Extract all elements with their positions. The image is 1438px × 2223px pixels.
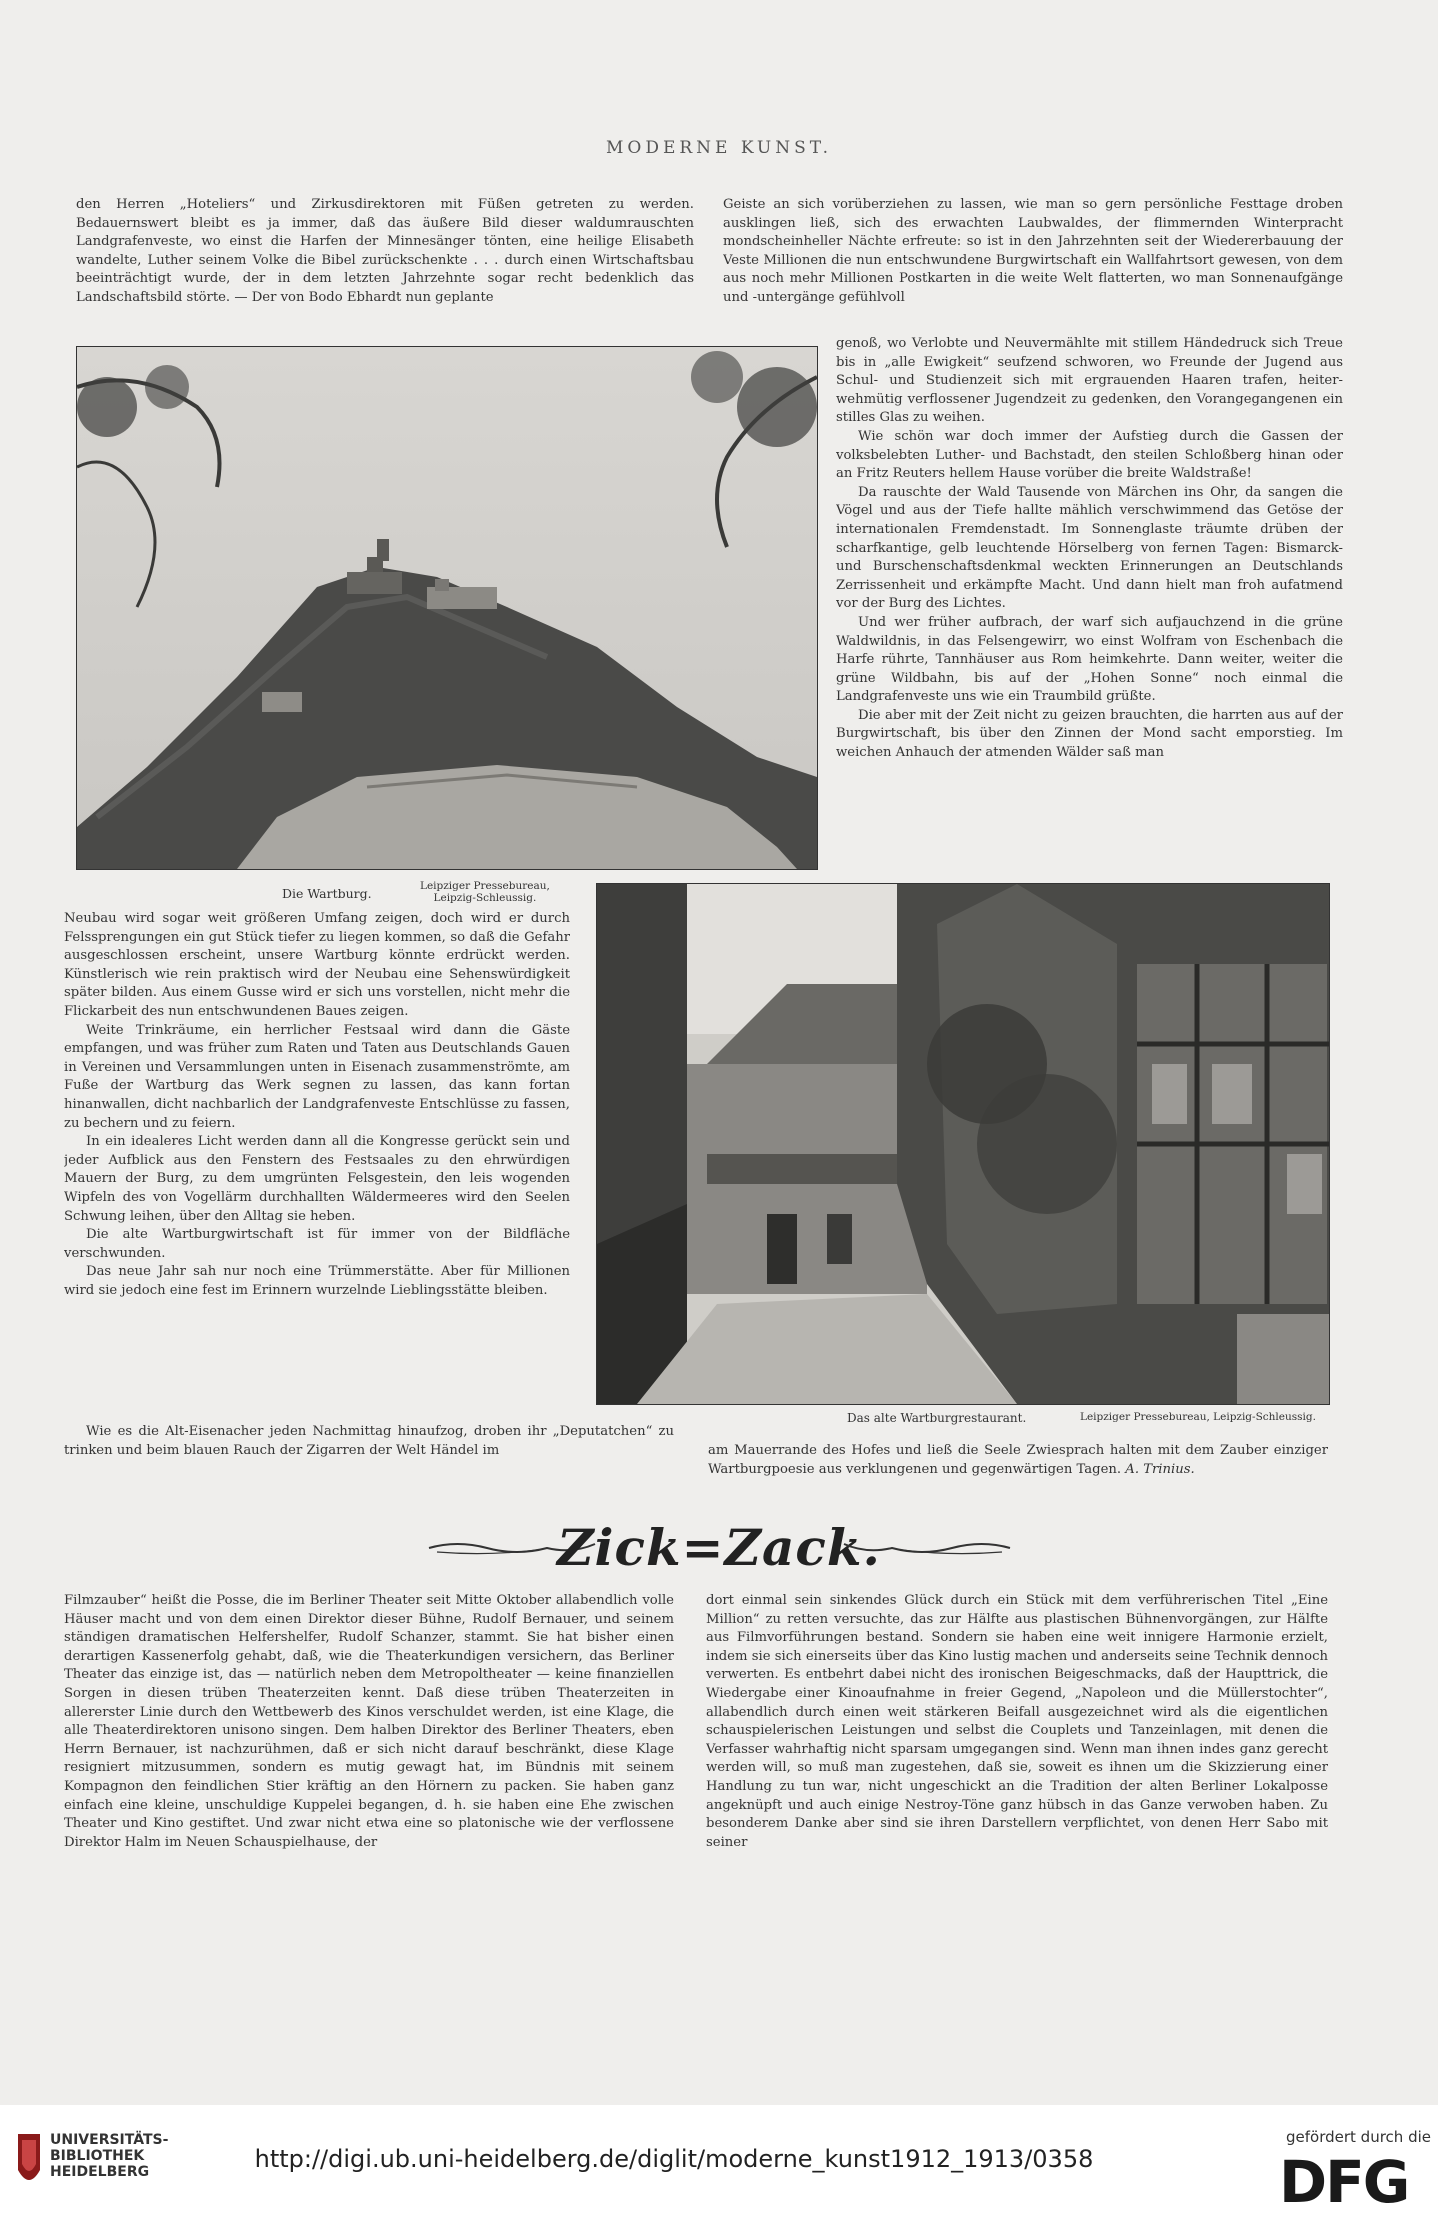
paragraph: Das neue Jahr sah nur noch eine Trümmerstätte. Aber für Millionen wird sie jedoch eine fest im Erinnern wurzelnde Lieblingsstätte bleiben. (64, 1264, 570, 1298)
permalink-text[interactable]: http://digi.ub.uni-heidelberg.de/diglit/moderne_kunst1912_1913/0358 (254, 2145, 1094, 2173)
right-column-continued (836, 335, 1343, 855)
paragraph: Wie schön war doch immer der Aufstieg durch die Gassen der volksbelebten Luther- und Bachstadt, den steilen Schloßberg hinan oder an Fritz Reuters hellem Hause vorüber die breite Waldstraße! (836, 428, 1343, 482)
paragraph: Geiste an sich vorüberziehen zu lassen, wie man so gern persönliche Festtage droben ausklingen ließ, sich des erwachten Laubwaldes, der flimmernden Winterpracht mondscheinheller Nächte erfreute: so ist in den Jahrzehnten seit der Wiedererbauung der Veste Millionen die nun entschwundene Burgwirtschaft ein Wallfahrtsort gewesen, von dem aus noch mehr Millionen Postkarten in die weite Welt flatterten, wo man Sonnenaufgänge und -untergänge gefühlvoll (723, 197, 1343, 305)
bottom-left-column (64, 1592, 674, 1922)
photo2-credit: Leipziger Pressebureau, Leipzig-Schleussig. (1080, 1411, 1316, 1423)
wide-left-paragraph (64, 1423, 674, 1463)
library-line: HEIDELBERG (50, 2164, 150, 2180)
section-title: Zick=Zack. (557, 1518, 881, 1577)
permalink-url[interactable] (0, 2145, 1438, 2173)
restaurant-illustration (597, 884, 1329, 1404)
paragraph: Wie es die Alt-Eisenacher jeden Nachmittag hinaufzog, droben ihr „Deputatchen“ zu trinken und beim blauen Rauch der Zigarren der Welt Händel im (64, 1424, 674, 1458)
wartburg-illustration (77, 347, 817, 869)
credit-line: Leipziger Pressebureau, (420, 880, 550, 892)
paragraph: Die alte Wartburgwirtschaft ist für immer von der Bildfläche verschwunden. (64, 1227, 570, 1261)
paragraph: Neubau wird sogar weit größeren Umfang zeigen, doch wird er durch Felssprengungen ein gut Stück tiefer zu liegen kommen, so daß die Gefahr ausgeschlossen erscheint, unsere Wartburg könnte erdrückt werden. Künstlerisch wie rein praktisch wird der Neubau eine Sehenswürdigkeit später bilden. Aus einem Gusse wird er sich uns vorstellen, nicht mehr die Flickarbeit des nun entschwundenen Baues zeigen. (64, 911, 570, 1019)
credit-line: Leipzig-Schleussig. (433, 892, 537, 904)
paragraph: dort einmal sein sinkendes Glück durch ein Stück mit dem verführerischen Titel „Eine Million“ zu retten versuchte, das zur Hälfte aus plastischen Bühnenvorgängen, zur Hälfte aus Filmvorführungen bestand. Sondern sie haben eine weit innigere Harmonie erzielt, indem sie sich einerseits über das Kino lustig machen und anderseits seine Technik dennoch verwerten. Es entbehrt dabei nicht des ironischen Beigeschmacks, daß der Haupttrick, die Wiedergabe einer Kinoaufnahme in freier Gegend, „Napoleon und die Müllerstochter“, allabendlich durch einen weit stärkeren Beifall ausgezeichnet wird als die eigentlichen schauspielerischen Leistungen und selbst die Couplets und Tanzeinlagen, mit denen die Verfasser wahrhaftig nicht sparsam umgegangen sind. Wenn man ihnen indes ganz gerecht werden will, so muß man zugestehen, daß sie, soweit es ihnen um die Skizzierung einer Handlung zu tun war, nicht ungeschickt an die Tradition der alten Berliner Lokalposse angeknüpft und auch einige Nestroy-Töne ganz hübsch in das Ganze verwoben haben. Zu besonderem Danke aber sind sie ihren Darstellern verpflichtet, von denen Herr Sabo mit seiner (706, 1593, 1328, 1850)
paragraph: Da rauschte der Wald Tausende von Märchen ins Ohr, da sangen die Vögel und aus der Tiefe hallte mählich verschwimmend das Getöse der internationalen Fremdenstadt. Im Sonnenglaste träumte drüben der scharfkantige, gelb leuchtende Hörselberg von fernen Tagen: Bismarck- und Burschenschaftsdenkmal weckten Erinnerungen an Deutschlands Zerrissenheit und erkämpfte Macht. Und dann hielt man froh aufatmend vor der Burg des Lichtes. (836, 484, 1343, 612)
paragraph: Weite Trinkräume, ein herrlicher Festsaal wird dann die Gäste empfangen, und was früher zum Raten und Taten aus Deutschlands Gauen in Vereinen und Versammlungen unten in Eisenach zusammenströmte, am Fuße der Wartburg das Werk segnen zu lassen, das kann fortan hinanwallen, dicht nachbarlich der Landgrafenveste Entschlüsse zu fassen, zu bechern und zu feiern. (64, 1022, 570, 1131)
section-heading (0, 1518, 1438, 1577)
paragraph: den Herren „Hoteliers“ und Zirkusdirektoren mit Füßen getreten zu werden. Bedauernswert bleibt es ja immer, daß das äußere Bild dieser waldumrauschten Landgrafenveste, wo einst die Harfen der Minnesänger tönten, eine heilige Elisabeth wandelte, Luther seinem Volke die Bibel zurückschenkte . . . durch einen Wirtschaftsbau beeinträchtigt wurde, der in dem letzten Jahrzehnte sogar recht bedenklich das Landschaftsbild störte. — Der von Bodo Ebhardt nun geplante (76, 197, 694, 305)
paragraph: genoß, wo Verlobte und Neuvermählte mit stillem Händedruck sich Treue bis in „alle Ewigkeit“ seufzend schworen, wo Freunde der Jugend aus Schul- und Studienzeit sich mit ergrauenden Haaren trafen, heiter-wehmütig verflossener Jugendzeit zu gedenken, den Vorangegangenen ein stilles Glas zu weihen. (836, 336, 1343, 426)
paragraph: Die aber mit der Zeit nicht zu geizen brauchten, die harrten aus auf der Burgwirtschaft, bis über den Zinnen der Mond sacht emporstieg. Im weichen Anhauch der atmenden Wälder saß man (836, 707, 1343, 761)
photo1-credit (420, 880, 550, 904)
dfg-logo: DFG (1279, 2148, 1409, 2216)
bottom-right-column (706, 1592, 1328, 1922)
paragraph (708, 1442, 1328, 1479)
wartburg-photo (76, 346, 818, 870)
paragraph: Filmzauber“ heißt die Posse, die im Berliner Theater seit Mitte Oktober allabendlich volle Häuser macht und von dem einen Direktor dieser Bühne, Rudolf Bernauer, und seinem ständigen dramatischen Helfershelfer, Rudolf Schanzer, stammt. Sie hat bisher einen derartigen Kassenerfolg gehabt, daß, wie die Theaterkundigen versichern, das Berliner Theater das einzige ist, das — natürlich neben dem Metropoltheater — keine finanziellen Sorgen in diesen trüben Theaterzeiten kennt. Daß diese trüben Theaterzeiten in allererster Linie durch den Wettbewerb des Kinos verschuldet werden, ist eine Klage, die alle Theaterdirektoren unisono singen. Dem halben Direktor des Berliner Theaters, eben Herrn Bernauer, ist nachzurühmen, daß er sich nicht darauf beschränkt, diese Klage resigniert mitzusummen, sondern es mutig gewagt hat, im Bündnis mit seinem Kompagnon den feindlichen Stier kräftig an den Hörnern zu packen. Sie haben ganz einfach eine kleine, unschuldige Kuppelei begangen, d. h. sie haben eine Ehe zwischen Theater und Kino gestiftet. Und zwar nicht etwa eine so platonische wie der verflossene Direktor Halm im Neuen Schauspielhause, der (64, 1593, 674, 1850)
photo2-caption: Das alte Wartburgrestaurant. (847, 1411, 1027, 1425)
right-flourish-ornament (842, 1538, 1012, 1558)
paragraph: Und wer früher aufbrach, der warf sich aufjauchzend in die grüne Waldwildnis, in das Felsengewirr, wo einst Wolfram von Eschenbach die Harfe rührte, Tannhäuser aus Rom heimkehrte. Dann weiter, weiter die grüne Wildbahn, bis auf der „Hohen Sonne“ noch einmal die Landgrafenveste uns wie ein Traumbild grüßte. (836, 614, 1343, 705)
library-line: UNIVERSITÄTS- (50, 2132, 169, 2148)
funding-note: gefördert durch die (1286, 2128, 1431, 2146)
top-left-column (76, 196, 694, 331)
photo1-caption: Die Wartburg. (282, 886, 372, 901)
paragraph: In ein idealeres Licht werden dann all die Kongresse gerückt sein und jeder Aufblick aus den Fenstern des Festsaales zu den ehrwürdigen Mauern der Burg, zu dem umgrünten Felsgestein, den leis wogenden Wipfeln des von Vogellärm durchhallten Wäldermeeres wird den Seelen Schwung leihen, über den Alltag sie heben. (64, 1134, 570, 1224)
paragraph-text: am Mauerrande des Hofes und ließ die Seele Zwiesprach halten mit dem Zauber einziger Wartburgpoesie aus verklungenen und gegenwärtigen Tagen. (708, 1443, 1328, 1477)
running-head: MODERNE KUNST. (605, 138, 833, 158)
library-line: BIBLIOTHEK (50, 2148, 145, 2164)
author-signature: A. Trinius. (1125, 1461, 1195, 1477)
restaurant-photo (596, 883, 1330, 1405)
top-right-column (723, 196, 1343, 331)
mid-left-column (64, 910, 570, 1420)
wide-right-paragraph (708, 1442, 1328, 1482)
